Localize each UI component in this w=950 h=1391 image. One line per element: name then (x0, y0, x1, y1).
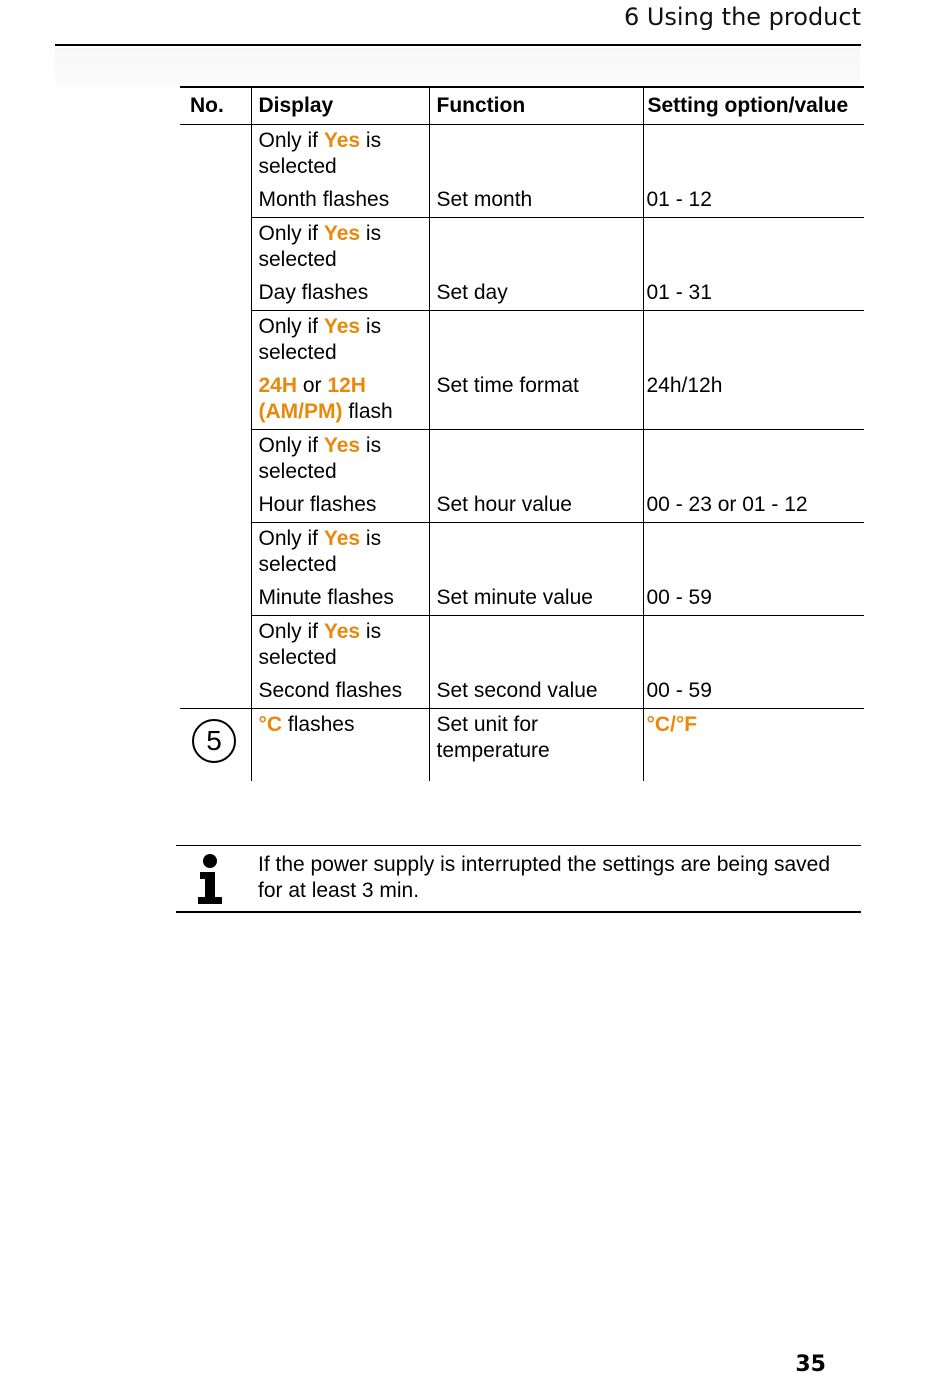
header-display: Display (251, 87, 429, 125)
format-suffix: flash (348, 400, 393, 423)
info-text: If the power supply is interrupted the settings are being saved for at least 3 min. (258, 853, 831, 902)
condition-prefix: Only if (258, 620, 319, 643)
cell-blank (429, 218, 643, 278)
display-cell (251, 709, 429, 781)
table-row (180, 489, 864, 523)
cell-blank (429, 523, 643, 583)
table-row-unit (180, 709, 864, 781)
display-cell: Month flashes (251, 184, 429, 218)
condition-suffix: is selected (258, 222, 382, 271)
condition-yes: Yes (323, 315, 361, 338)
condition-text (251, 311, 429, 371)
setting-cell: 00 - 23 or 01 - 12 (643, 489, 864, 523)
cell-blank (643, 218, 864, 278)
function-cell: Set day (429, 277, 643, 311)
condition-prefix: Only if (258, 527, 319, 550)
table-header-row (180, 87, 864, 125)
display-cell: Second flashes (251, 675, 429, 709)
header-no: No. (180, 87, 251, 125)
cell-blank (643, 616, 864, 676)
table-row (180, 370, 864, 430)
format-or: or (302, 374, 322, 397)
header-setting: Setting option/value (643, 87, 864, 125)
format-12h: 12H (AM/PM) (258, 374, 366, 423)
cell-blank (429, 616, 643, 676)
table-row (180, 218, 864, 278)
setting-cell: 24h/12h (643, 370, 864, 430)
display-cell (251, 370, 429, 430)
condition-yes: Yes (323, 222, 361, 245)
condition-prefix: Only if (258, 434, 319, 457)
header-function: Function (429, 87, 643, 125)
function-cell: Set hour value (429, 489, 643, 523)
condition-suffix: is selected (258, 527, 382, 576)
header-title: 6 Using the product (623, 3, 861, 31)
condition-text (251, 218, 429, 278)
condition-suffix: is selected (258, 315, 382, 364)
condition-prefix: Only if (258, 315, 319, 338)
table-row (180, 582, 864, 616)
condition-yes: Yes (323, 129, 361, 152)
setting-cell: 00 - 59 (643, 582, 864, 616)
table-row (180, 125, 864, 185)
header-shade (55, 48, 860, 86)
step-number-cell (180, 709, 251, 781)
table-row (180, 184, 864, 218)
condition-text (251, 430, 429, 490)
step-number-badge: 5 (192, 719, 236, 763)
cell-blank (643, 523, 864, 583)
setting-cell (643, 709, 864, 781)
condition-prefix: Only if (258, 129, 319, 152)
unit-flashes: flashes (287, 713, 355, 736)
display-cell: Hour flashes (251, 489, 429, 523)
condition-prefix: Only if (258, 222, 319, 245)
table-row (180, 311, 864, 371)
no-cell-empty (180, 125, 251, 709)
cell-blank (643, 430, 864, 490)
condition-suffix: is selected (258, 620, 382, 669)
condition-suffix: is selected (258, 434, 382, 483)
function-cell: Set second value (429, 675, 643, 709)
condition-yes: Yes (323, 620, 361, 643)
setting-cell: 01 - 31 (643, 277, 864, 311)
header-rule (55, 44, 861, 46)
table-row (180, 277, 864, 311)
function-cell: Set unit for temperature (429, 709, 643, 781)
table-row (180, 430, 864, 490)
page-number: 35 (795, 1352, 826, 1377)
format-24h: 24H (258, 374, 298, 397)
unit-setting: °C/°F (646, 713, 698, 736)
condition-text (251, 523, 429, 583)
function-cell: Set month (429, 184, 643, 218)
function-cell: Set minute value (429, 582, 643, 616)
settings-table (180, 86, 864, 781)
cell-blank (643, 125, 864, 185)
cell-blank (643, 311, 864, 371)
table-row (180, 616, 864, 676)
condition-suffix: is selected (258, 129, 382, 178)
condition-text (251, 616, 429, 676)
display-cell: Minute flashes (251, 582, 429, 616)
setting-cell: 01 - 12 (643, 184, 864, 218)
table-row (180, 523, 864, 583)
cell-blank (429, 125, 643, 185)
unit-celsius: °C (258, 713, 283, 736)
info-note (176, 845, 861, 913)
table-row (180, 675, 864, 709)
display-cell: Day flashes (251, 277, 429, 311)
function-cell: Set time format (429, 370, 643, 430)
cell-blank (429, 430, 643, 490)
info-icon (194, 853, 226, 905)
condition-text (251, 125, 429, 185)
condition-yes: Yes (323, 527, 361, 550)
condition-yes: Yes (323, 434, 361, 457)
cell-blank (429, 311, 643, 371)
setting-cell: 00 - 59 (643, 675, 864, 709)
